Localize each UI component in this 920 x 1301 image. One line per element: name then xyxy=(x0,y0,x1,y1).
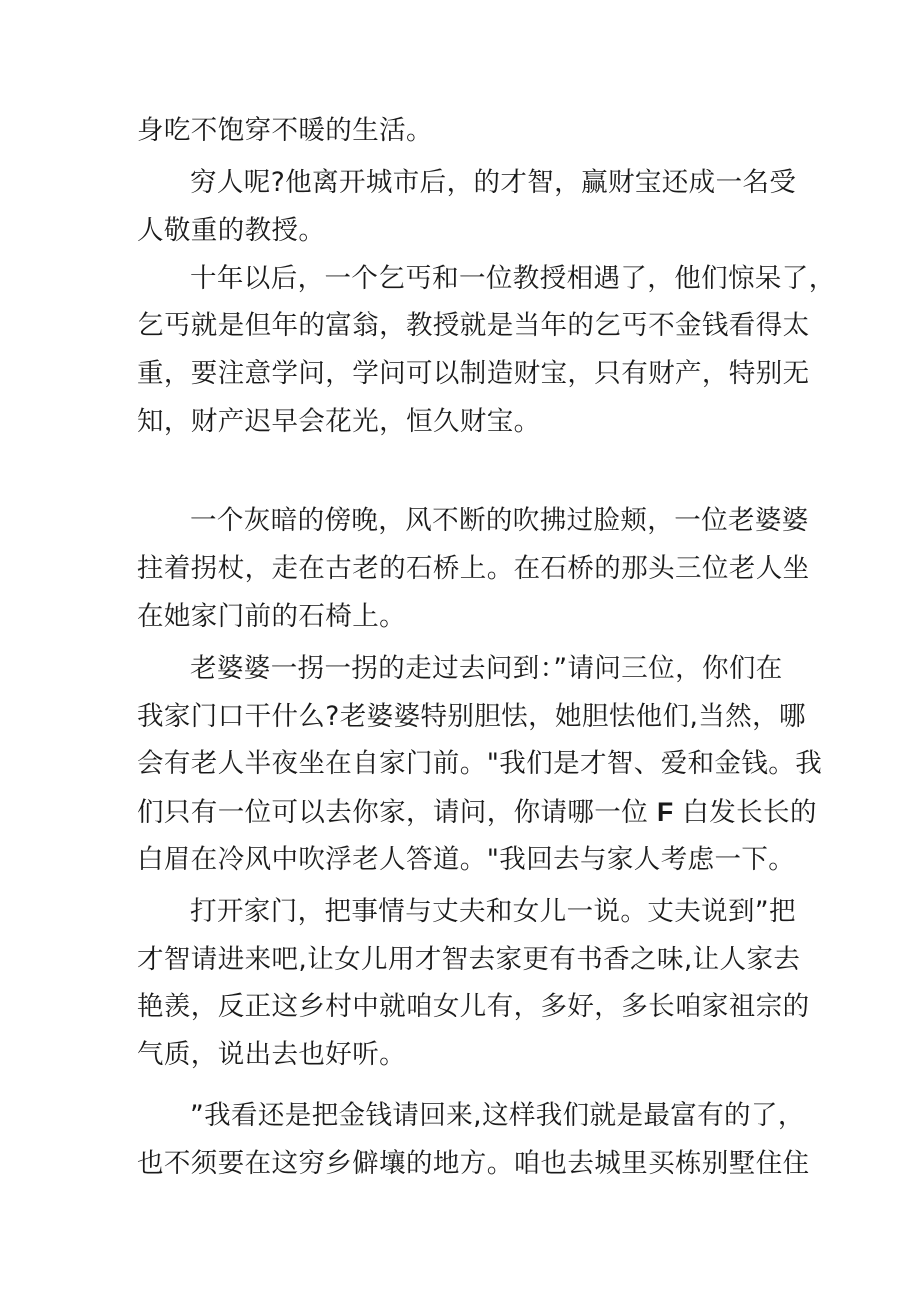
text-line: 会有老人半夜坐在自家门前。"我们是才智、爱和金钱。我 xyxy=(137,748,823,779)
text-line: 打开家门，把事情与丈夫和女儿一说。丈夫说到”把 xyxy=(190,896,796,927)
text-line: 身吃不饱穿不暖的生活。 xyxy=(137,115,433,146)
text-line: 拄着拐杖，走在古老的石桥上。在石桥的那头三位老人坐 xyxy=(137,553,810,584)
text-line: 气质，说出去也好听。 xyxy=(137,1039,406,1070)
text-line: 知，财产迟早会花光，恒久财宝。 xyxy=(137,406,541,437)
text-line-segment: 们只有一位可以去你家，请问，你请哪一位 xyxy=(137,797,649,828)
text-line: 才智请进来吧,让女儿用才智去家更有书香之味,让人家去 xyxy=(137,944,801,975)
text-line: 也不须要在这穷乡僻壤的地方。咱也去城里买栋别墅住住 xyxy=(137,1148,810,1179)
text-line-with-bold-letter xyxy=(137,792,817,832)
text-line: 老婆婆一拐一拐的走过去问到：”请问三位，你们在 xyxy=(190,653,783,684)
text-line: 一个灰暗的傍晚，风不断的吹拂过脸颊，一位老婆婆 xyxy=(190,505,809,536)
text-line: ”我看还是把金钱请回来,这样我们就是最富有的了， xyxy=(190,1100,805,1131)
text-line: 白眉在冷风中吹浮老人答道。"我回去与家人考虑一下。 xyxy=(137,844,796,875)
text-line: 乞丐就是但年的富翁，教授就是当年的乞丐不金钱看得太 xyxy=(137,310,810,341)
text-line: 艳羡，反正这乡村中就咱女儿有，多好，多长咱家祖宗的 xyxy=(137,991,810,1022)
text-line: 穷人呢?他离开城市后，的才智，赢财宝还成一名受 xyxy=(190,167,797,198)
text-line: 我家门口干什么?老婆婆特别胆怯，她胆怯他们,当然，哪 xyxy=(137,701,806,732)
text-line: 重，要注意学问，学问可以制造财宝，只有财产，特别无 xyxy=(137,358,810,389)
text-line: 在她家门前的石椅上。 xyxy=(137,601,406,632)
text-line: 人敬重的教授。 xyxy=(137,215,326,246)
text-line-segment: 白发长长的 xyxy=(682,797,817,828)
bold-letter: F xyxy=(656,797,674,827)
text-line: 十年以后，一个乞丐和一位教授相遇了，他们惊呆了， xyxy=(190,263,836,294)
